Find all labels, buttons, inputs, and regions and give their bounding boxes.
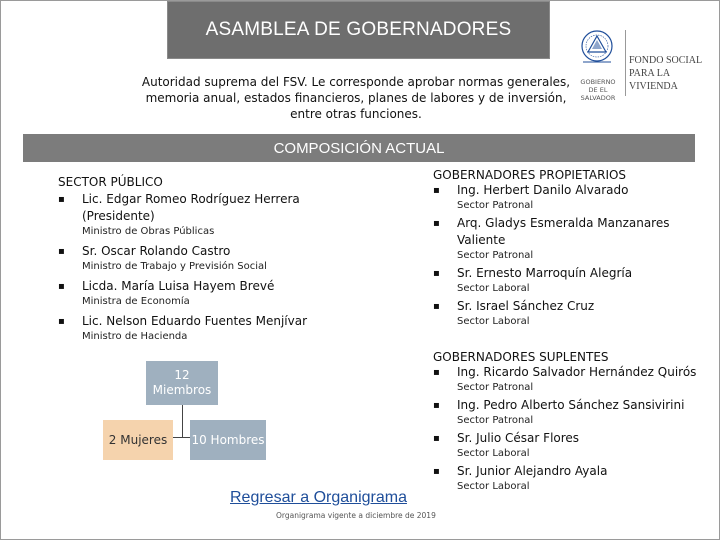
fsv-line1: FONDO SOCIAL bbox=[629, 55, 703, 66]
back-to-organigram-link[interactable]: Regresar a Organigrama bbox=[230, 489, 407, 506]
member-role: Ministro de Hacienda bbox=[82, 331, 188, 342]
member-name: Sr. Oscar Rolando Castro bbox=[82, 244, 231, 258]
bullet-icon: ▪ bbox=[433, 268, 440, 279]
women-box bbox=[103, 420, 173, 460]
section-title: COMPOSICIÓN ACTUAL bbox=[273, 139, 445, 157]
member-name: Ing. Pedro Alberto Sánchez Sansivirini bbox=[457, 398, 685, 412]
list-item bbox=[58, 313, 358, 330]
total-members-label: Miembros bbox=[152, 383, 212, 397]
member-name-cont: Valiente bbox=[457, 233, 506, 247]
bullet-icon: ▪ bbox=[433, 400, 440, 411]
member-name: Lic. Nelson Eduardo Fuentes Menjívar bbox=[82, 314, 307, 328]
member-sector: Sector Laboral bbox=[457, 316, 530, 327]
list-item bbox=[58, 243, 358, 260]
list-item bbox=[433, 397, 718, 414]
suplentes-heading: GOBERNADORES SUPLENTES bbox=[433, 350, 609, 364]
member-name: Sr. Julio César Flores bbox=[457, 431, 580, 445]
bullet-icon: ▪ bbox=[58, 194, 65, 205]
list-item bbox=[58, 191, 358, 225]
member-name: Sr. Ernesto Marroquín Alegría bbox=[457, 266, 633, 280]
bullet-icon: ▪ bbox=[433, 466, 440, 477]
member-name: Sr. Israel Sánchez Cruz bbox=[457, 299, 595, 313]
member-role: Ministro de Trabajo y Previsión Social bbox=[82, 261, 267, 272]
list-item bbox=[433, 430, 718, 447]
member-name: Ing. Ricardo Salvador Hernández Quirós bbox=[457, 365, 697, 379]
total-members-box bbox=[146, 361, 218, 405]
member-name: Lic. Edgar Romeo Rodríguez Herrera bbox=[82, 192, 300, 206]
member-name: Licda. María Luisa Hayem Brevé bbox=[82, 279, 275, 293]
gov-text bbox=[573, 78, 623, 102]
member-sector: Sector Laboral bbox=[457, 448, 530, 459]
men-box bbox=[190, 420, 266, 460]
logo-divider bbox=[625, 30, 626, 96]
bullet-icon: ▪ bbox=[433, 367, 440, 378]
women-count: 2 Mujeres bbox=[108, 432, 168, 447]
bullet-icon: ▪ bbox=[433, 301, 440, 312]
bullet-icon: ▪ bbox=[58, 281, 65, 292]
fsv-logo bbox=[573, 24, 718, 104]
bullet-icon: ▪ bbox=[433, 433, 440, 444]
bullet-icon: ▪ bbox=[58, 316, 65, 327]
bullet-icon: ▪ bbox=[58, 246, 65, 257]
propietarios-heading: GOBERNADORES PROPIETARIOS bbox=[433, 168, 627, 182]
member-name: Arq. Gladys Esmeralda Manzanares bbox=[457, 216, 670, 230]
page-title bbox=[167, 1, 550, 59]
member-sector: Sector Laboral bbox=[457, 283, 530, 294]
member-name-cont: (Presidente) bbox=[82, 209, 155, 223]
member-sector: Sector Patronal bbox=[457, 200, 534, 211]
list-item bbox=[433, 463, 718, 480]
intro-text: Autoridad suprema del FSV. Le corresponde aprobar normas generales, memoria anual, estados financieros, planes de labores y de inversión, entre otras funciones. bbox=[141, 75, 571, 121]
list-item bbox=[433, 215, 718, 249]
gobernadores-propietarios bbox=[433, 168, 718, 329]
member-sector: Sector Laboral bbox=[457, 481, 530, 492]
gobernadores-suplentes bbox=[433, 350, 718, 494]
fsv-line2: PARA LA VIVIENDA bbox=[629, 68, 678, 92]
list-item bbox=[433, 364, 718, 381]
member-sector: Sector Patronal bbox=[457, 415, 534, 426]
member-sector: Sector Patronal bbox=[457, 382, 534, 393]
fsv-text bbox=[629, 54, 718, 93]
list-item bbox=[58, 278, 358, 295]
coat-of-arms-icon bbox=[579, 28, 615, 74]
tree-connector bbox=[173, 437, 190, 438]
sector-publico bbox=[58, 175, 358, 344]
gov-line2: DE EL SALVADOR bbox=[580, 86, 616, 102]
page-title-text: ASAMBLEA DE GOBERNADORES bbox=[205, 19, 512, 40]
list-item bbox=[433, 182, 718, 199]
sector-publico-heading: SECTOR PÚBLICO bbox=[58, 175, 163, 189]
bullet-icon: ▪ bbox=[433, 218, 440, 229]
member-name: Ing. Herbert Danilo Alvarado bbox=[457, 183, 629, 197]
list-item bbox=[433, 265, 718, 282]
member-role: Ministro de Obras Públicas bbox=[82, 226, 215, 237]
list-item bbox=[433, 298, 718, 315]
section-bar bbox=[23, 134, 695, 162]
gov-line1: GOBIERNO bbox=[580, 78, 616, 86]
men-count: 10 Hombres bbox=[191, 432, 265, 447]
member-sector: Sector Patronal bbox=[457, 250, 534, 261]
footer-note: Organigrama vigente a diciembre de 2019 bbox=[276, 511, 436, 520]
tree-connector bbox=[182, 405, 183, 437]
member-name: Sr. Junior Alejandro Ayala bbox=[457, 464, 608, 478]
member-role: Ministra de Economía bbox=[82, 296, 190, 307]
bullet-icon: ▪ bbox=[433, 185, 440, 196]
total-members-count: 12 bbox=[174, 368, 190, 382]
